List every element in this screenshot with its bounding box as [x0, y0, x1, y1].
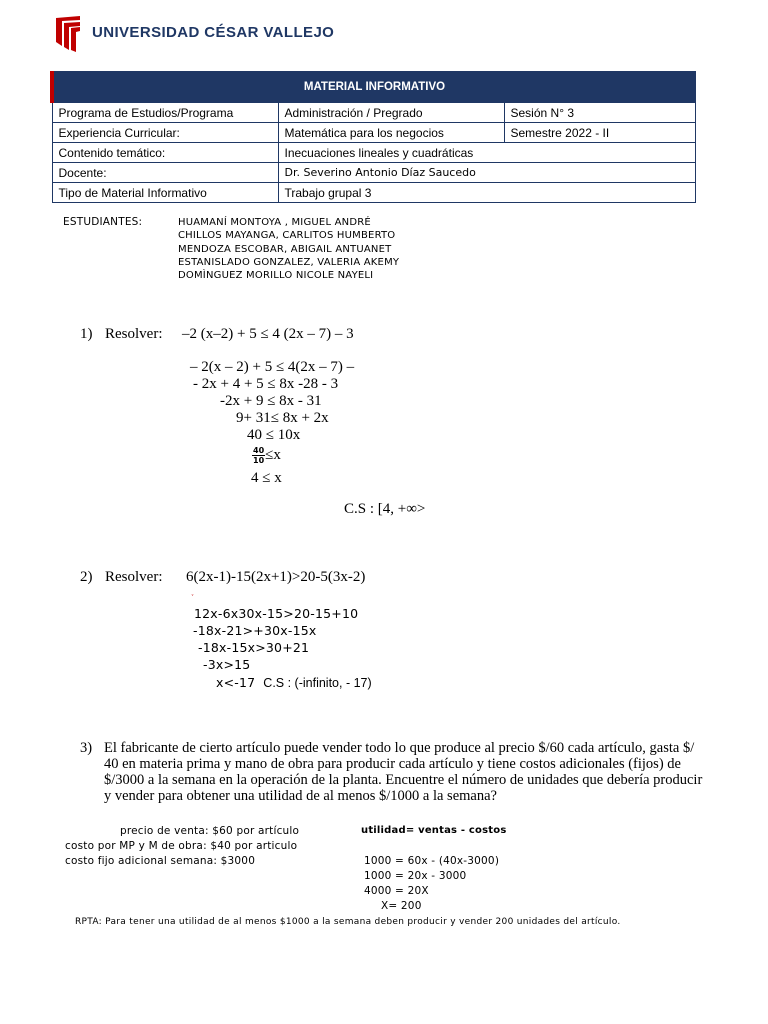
problem1-step: -2x + 9 ≤ 8x - 31 — [220, 393, 322, 409]
student-name: ESTANISLADO GONZALEZ, VALERIA AKEMY — [178, 256, 400, 268]
problem1-number: 1) — [80, 326, 93, 342]
table-cell: Semestre 2022 - II — [504, 123, 696, 143]
problem3-formula: utilidad= ventas - costos — [361, 825, 507, 836]
problem1-label: Resolver: — [105, 326, 163, 342]
table-cell: Administración / Pregrado — [278, 103, 504, 123]
table-row — [52, 123, 696, 143]
problem1-statement: –2 (x–2) + 5 ≤ 4 (2x – 7) – 3 — [182, 326, 354, 342]
problem2-step: 12x-6x30x-15>20-15+10 — [194, 606, 359, 621]
student-name: DOMÌNGUEZ MORILLO NICOLE NAYELI — [178, 270, 374, 282]
table-row — [52, 103, 696, 123]
ucv-logo-icon — [56, 16, 86, 52]
fraction-numerator: 40 — [253, 446, 265, 455]
problem2-step: -3x>15 — [203, 657, 251, 672]
students-label: ESTUDIANTES: — [63, 216, 143, 228]
institution-name: UNIVERSIDAD CÉSAR VALLEJO — [92, 24, 335, 41]
table-row — [52, 183, 696, 203]
table-cell: Trabajo grupal 3 — [278, 183, 696, 203]
table-cell: Sesión N° 3 — [504, 103, 696, 123]
given-item: costo por MP y M de obra: $40 por articulo — [65, 840, 298, 852]
table-cell: Matemática para los negocios — [278, 123, 504, 143]
problem2-final — [216, 674, 372, 692]
problem2-label: Resolver: — [105, 569, 163, 585]
problem3-step: 1000 = 20x - 3000 — [364, 870, 467, 882]
table-cell: Contenido temático: — [52, 143, 278, 163]
table-header-row — [52, 72, 696, 103]
problem3-step: 1000 = 60x - (40x-3000) — [364, 855, 500, 867]
table-cell: Tipo de Material Informativo — [52, 183, 278, 203]
problem2-step: -18x-21>+30x-15x — [193, 623, 317, 638]
problem2-last-step: x<-17 — [216, 675, 256, 690]
fraction — [252, 446, 265, 465]
student-name: MENDOZA ESCOBAR, ABIGAIL ANTUANET — [178, 243, 392, 255]
problem2-number: 2) — [80, 569, 93, 585]
info-table — [50, 71, 696, 203]
problem3-step: X= 200 — [381, 900, 422, 912]
problem2-statement: 6(2x-1)-15(2x+1)>20-5(3x-2) — [186, 569, 366, 585]
student-name: HUAMANÍ MONTOYA , MIGUEL ANDRÉ — [178, 217, 371, 228]
given-item: precio de venta: $60 por artículo — [120, 825, 300, 837]
problem1-step: – 2(x – 2) + 5 ≤ 4(2x – 7) – — [190, 359, 355, 375]
fraction-denominator: 10 — [253, 456, 265, 465]
problem1-step: 4 ≤ x — [251, 470, 282, 486]
problem3-answer: RPTA: Para tener una utilidad de al menos $1000 a la semana deben producir y vender 200 unidades del artículo. — [75, 917, 621, 927]
problem1-step: 9+ 31≤ 8x + 2x — [236, 410, 329, 426]
spelling-mark-icon: ˯ — [191, 586, 194, 596]
table-cell: Experiencia Curricular: — [52, 123, 278, 143]
fraction-relation: ≤x — [265, 446, 281, 463]
table-cell: Dr. Severino Antonio Díaz Saucedo — [278, 163, 696, 183]
students-list — [178, 216, 399, 282]
table-title: MATERIAL INFORMATIVO — [52, 72, 696, 103]
problem3-text: El fabricante de cierto artículo puede vender todo lo que produce al precio $/60 cada artículo, gasta $/ 40 en materia prima y mano de obra para producir cada artículo y tiene costos adicionales (fijos) de $/3000 a la semana en la operación de la planta. Encuentre el número de unidades que debería producir y vender para obtener una utilidad de al menos $/1000 a la semana? — [104, 740, 703, 804]
problem2-step: -18x-15x>30+21 — [198, 640, 310, 655]
problem1-step: - 2x + 4 + 5 ≤ 8x -28 - 3 — [193, 376, 339, 392]
table-cell: Docente: — [52, 163, 278, 183]
problem3-number: 3) — [80, 740, 93, 756]
student-name: CHILLOS MAYANGA, CARLITOS HUMBERTO — [178, 230, 396, 242]
problem3-step: 4000 = 20X — [364, 885, 429, 897]
table-cell: Programa de Estudios/Programa — [52, 103, 278, 123]
table-row — [52, 163, 696, 183]
problem1-solution: C.S : [4, +∞> — [344, 501, 426, 517]
given-item: costo fijo adicional semana: $3000 — [65, 855, 256, 867]
table-row — [52, 143, 696, 163]
table-cell: Inecuaciones lineales y cuadráticas — [278, 143, 696, 163]
problem1-step: 40 ≤ 10x — [247, 427, 301, 443]
problem2-solution: C.S : (-infinito, - 17) — [263, 676, 372, 690]
problem1-fraction-step — [252, 446, 281, 465]
